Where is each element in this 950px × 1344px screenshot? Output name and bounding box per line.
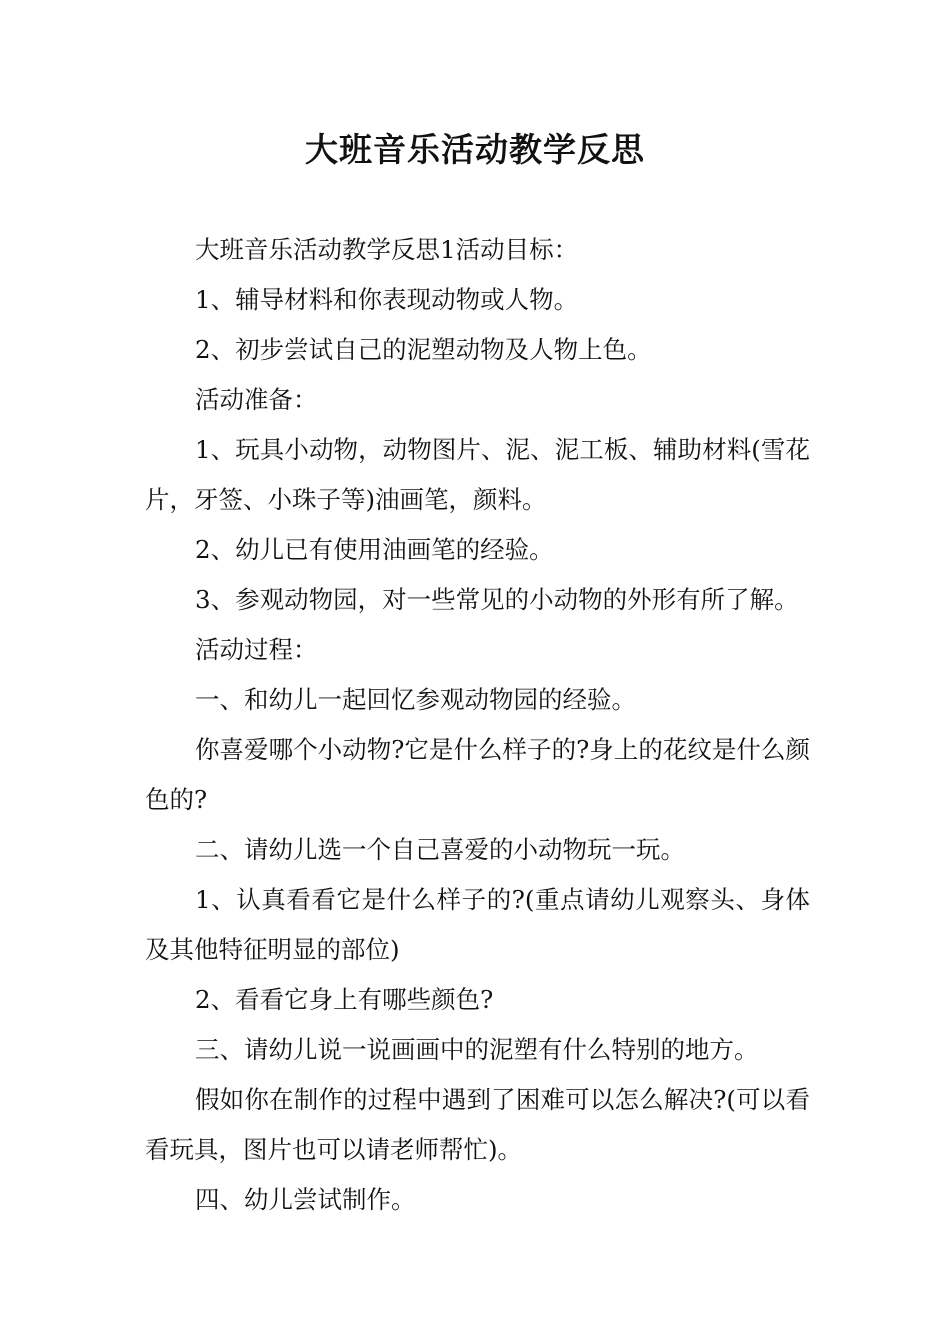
paragraph: 二、请幼儿选一个自己喜爱的小动物玩一玩。 <box>195 835 685 864</box>
paragraph: 1、玩具小动物，动物图片、泥、泥工板、辅助材料(雪花片，牙签、小珠子等)油画笔，颜料。 <box>145 435 810 514</box>
paragraph: 2、看看它身上有哪些颜色? <box>195 985 494 1014</box>
paragraph: 1、辅导材料和你表现动物或人物。 <box>195 285 579 314</box>
paragraph: 一、和幼儿一起回忆参观动物园的经验。 <box>195 685 636 714</box>
paragraph: 假如你在制作的过程中遇到了困难可以怎么解决?(可以看看玩具，图片也可以请老师帮忙)。 <box>145 1085 810 1164</box>
paragraph: 2、幼儿已有使用油画笔的经验。 <box>195 535 554 564</box>
paragraph: 大班音乐活动教学反思1活动目标： <box>195 235 579 264</box>
paragraph: 1、认真看看它是什么样子的?(重点请幼儿观察头、身体及其他特征明显的部位) <box>145 885 810 964</box>
paragraph: 三、请幼儿说一说画画中的泥塑有什么特别的地方。 <box>195 1035 759 1064</box>
paragraph: 活动过程： <box>195 635 318 664</box>
paragraph: 你喜爱哪个小动物?它是什么样子的?身上的花纹是什么颜色的? <box>145 735 810 814</box>
paragraph: 3、参观动物园，对一些常见的小动物的外形有所了解。 <box>195 585 799 614</box>
paragraph: 四、幼儿尝试制作。 <box>195 1185 416 1214</box>
document-body <box>145 225 810 1225</box>
paragraph: 活动准备： <box>195 385 318 414</box>
paragraph: 2、初步尝试自己的泥塑动物及人物上色。 <box>195 335 652 364</box>
document-title: 大班音乐活动教学反思 <box>305 130 645 169</box>
